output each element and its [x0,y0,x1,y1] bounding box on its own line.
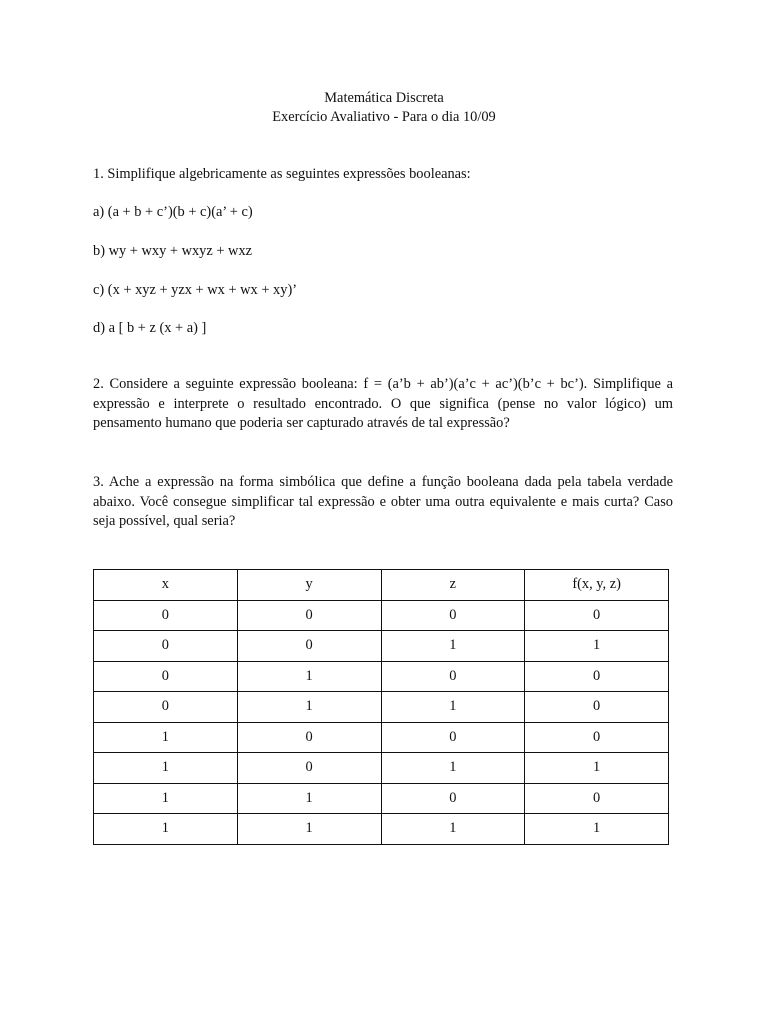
cell-x: 1 [94,783,238,814]
cell-x: 0 [94,600,238,631]
cell-z: 1 [381,753,525,784]
cell-f: 0 [525,722,669,753]
cell-f: 0 [525,692,669,723]
cell-f: 0 [525,600,669,631]
cell-z: 1 [381,814,525,845]
cell-y: 1 [237,783,381,814]
table-row [94,722,669,753]
cell-z: 0 [381,722,525,753]
cell-f: 1 [525,631,669,662]
truth-table-header-row [94,570,669,601]
cell-z: 0 [381,661,525,692]
table-row [94,783,669,814]
cell-x: 0 [94,661,238,692]
cell-y: 0 [237,753,381,784]
assignment-title: Exercício Avaliativo - Para o dia 10/09 [272,109,496,125]
cell-y: 1 [237,661,381,692]
truth-table [93,569,669,845]
cell-z: 1 [381,631,525,662]
question-1-item-c: c) (x + xyz + yzx + wx + wx + xy)’ [93,282,298,298]
header-z: z [381,570,525,601]
cell-x: 1 [94,814,238,845]
cell-y: 0 [237,722,381,753]
course-title: Matemática Discreta [324,90,444,106]
table-row [94,692,669,723]
cell-y: 0 [237,631,381,662]
question-2-text: 2. Considere a seguinte expressão booleana: f = (a’b + ab’)(a’c + ac’)(b’c + bc’). Simplifique a expressão e interprete o resultado encontrado. O que significa (pense no valor lógico) um pensamento humano que poderia ser capturado através de tal expressão? [93,376,673,431]
header-f: f(x, y, z) [525,570,669,601]
table-row [94,631,669,662]
cell-y: 0 [237,600,381,631]
question-1-prompt: 1. Simplifique algebricamente as seguintes expressões booleanas: [93,166,471,182]
cell-z: 1 [381,692,525,723]
cell-x: 1 [94,722,238,753]
question-1-item-a: a) (a + b + c’)(b + c)(a’ + c) [93,204,253,220]
question-1-item-d: d) a [ b + z (x + a) ] [93,320,207,336]
cell-x: 0 [94,631,238,662]
table-row [94,814,669,845]
cell-f: 1 [525,753,669,784]
table-row [94,661,669,692]
table-row [94,600,669,631]
cell-x: 1 [94,753,238,784]
cell-z: 0 [381,600,525,631]
cell-f: 1 [525,814,669,845]
cell-x: 0 [94,692,238,723]
cell-y: 1 [237,692,381,723]
cell-f: 0 [525,661,669,692]
cell-f: 0 [525,783,669,814]
cell-y: 1 [237,814,381,845]
header-x: x [94,570,238,601]
table-row [94,753,669,784]
header-y: y [237,570,381,601]
question-3-text: 3. Ache a expressão na forma simbólica que define a função booleana dada pela tabela verdade abaixo. Você consegue simplificar tal expressão e obter uma outra equivalente e mais curta? Caso seja possível, qual seria? [93,474,673,529]
question-1-item-b: b) wy + wxy + wxyz + wxz [93,243,253,259]
cell-z: 0 [381,783,525,814]
